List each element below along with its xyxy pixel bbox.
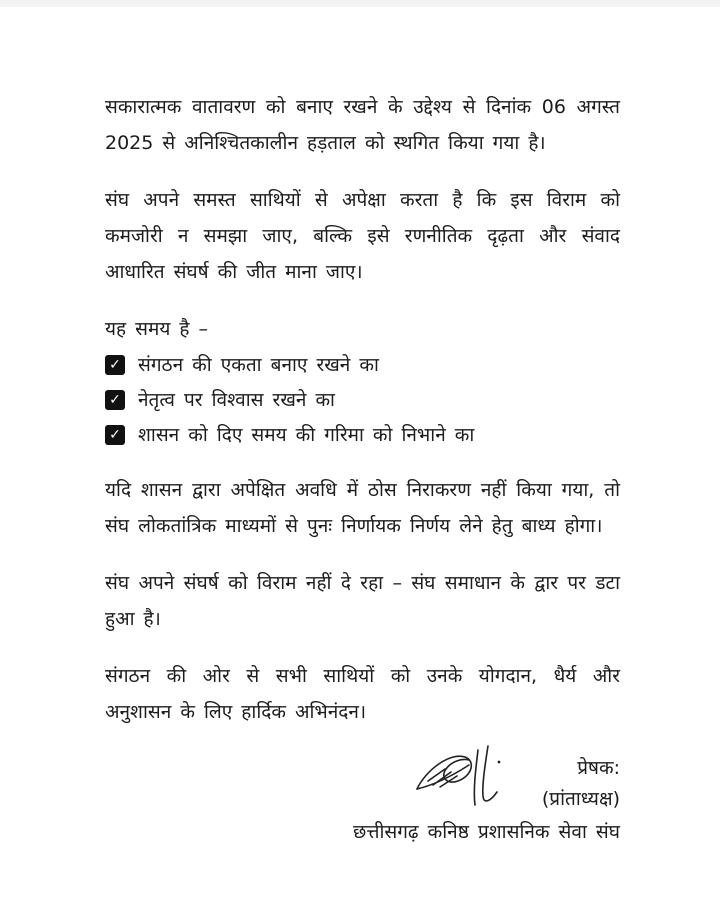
paragraph-standing-firm: संघ अपने संघर्ष को विराम नहीं दे रहा – संघ समाधान के द्वार पर डटा हुआ है। bbox=[105, 572, 620, 630]
top-border-strip bbox=[0, 0, 720, 7]
signature-block bbox=[105, 751, 620, 850]
sender-label: प्रेषक: bbox=[577, 757, 620, 779]
checklist-item bbox=[105, 347, 620, 382]
signature-image bbox=[412, 743, 512, 815]
paragraph-warning: यदि शासन द्वारा अपेक्षित अवधि में ठोस निराकरण नहीं किया गया, तो संघ लोकतांत्रिक माध्यमों से पुनः निर्णायक निर्णय लेने हेतु बाध्य होगा। bbox=[105, 479, 620, 537]
checked-checkbox-icon: ✓ bbox=[105, 390, 125, 410]
checked-checkbox-icon: ✓ bbox=[105, 425, 125, 445]
paragraph-strike-suspended: सकारात्मक वातावरण को बनाए रखने के उद्देश्य से दिनांक 06 अगस्त 2025 से अनिश्चितकालीन हड़ताल को स्थगित किया गया है। bbox=[105, 96, 620, 154]
checklist-section bbox=[105, 311, 620, 452]
checklist-item bbox=[105, 417, 620, 452]
checklist-item bbox=[105, 382, 620, 417]
checklist-item-label: नेतृत्व पर विश्वास रखने का bbox=[138, 388, 335, 411]
paragraph-congratulations: संगठन की ओर से सभी साथियों को उनके योगदान, धैर्य और अनुशासन के लिए हार्दिक अभिनंदन। bbox=[105, 665, 620, 723]
checklist-item-label: संगठन की एकता बनाए रखने का bbox=[138, 353, 379, 376]
signatory-designation: (प्रांताध्यक्ष) bbox=[541, 788, 620, 810]
checked-checkbox-icon: ✓ bbox=[105, 355, 125, 375]
checklist-item-label: शासन को दिए समय की गरिमा को निभाने का bbox=[138, 423, 475, 446]
letter-body bbox=[0, 7, 720, 850]
paragraph-expectation: संघ अपने समस्त साथियों से अपेक्षा करता है कि इस विराम को कमजोरी न समझा जाए, बल्कि इसे रणनीतिक दृढ़ता और संवाद आधारित संघर्ष की जीत माना जाए। bbox=[105, 189, 620, 283]
checklist-intro: यह समय है – bbox=[105, 318, 209, 340]
organization-name: छत्तीसगढ़ कनिष्ठ प्रशासनिक सेवा संघ bbox=[353, 821, 620, 843]
